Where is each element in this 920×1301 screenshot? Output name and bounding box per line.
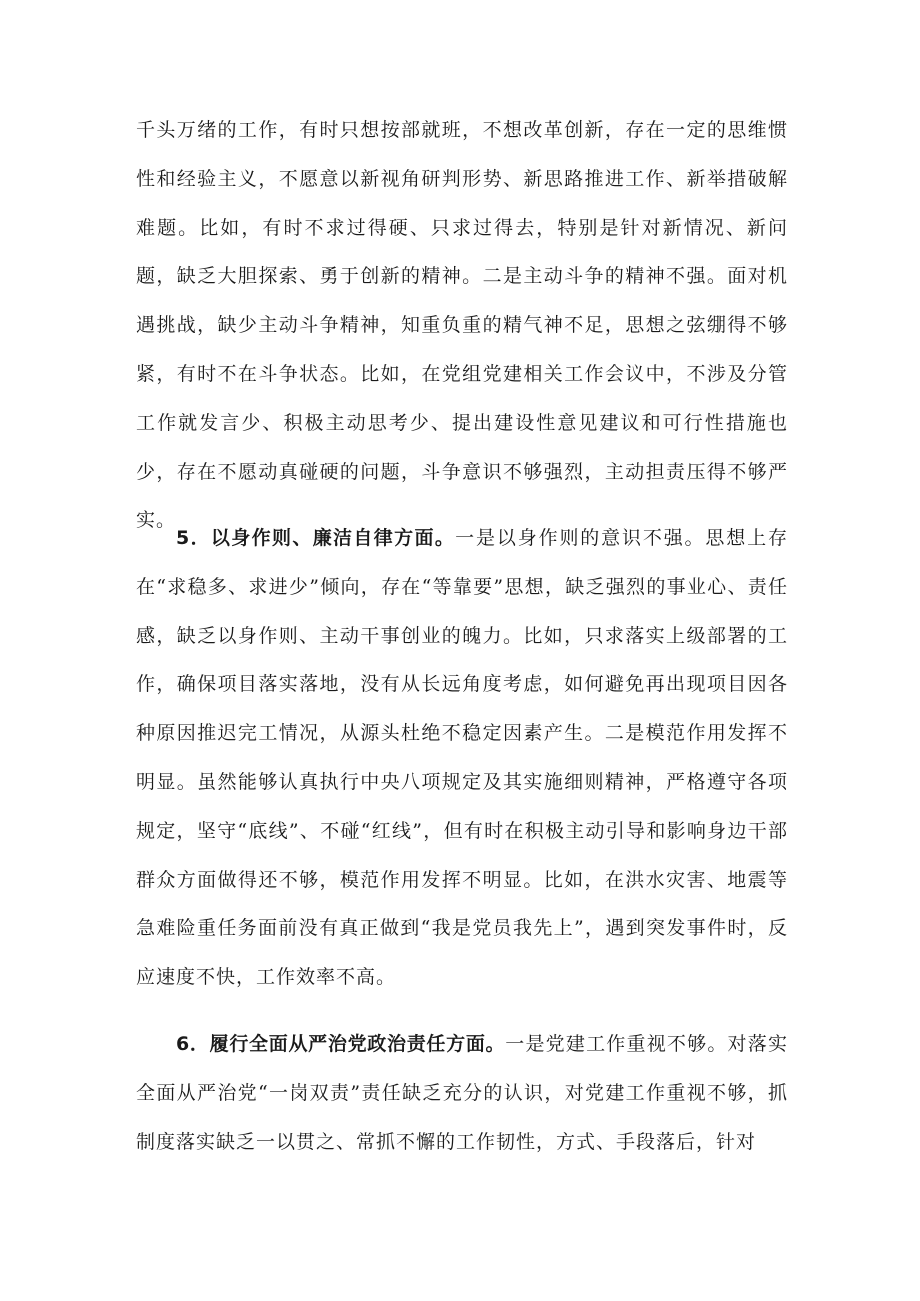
paragraph-body: 一是党建工作重视不够。对落实全面从严治党“一岗双责”责任缺乏充分的认识，对党建工作重视不够，抓制度落实缺乏一以贯之、常抓不懈的工作韧性，方式、手段落后，针对 [136, 1033, 788, 1153]
paragraph-continuation [136, 106, 788, 545]
paragraph-section-6 [136, 1020, 788, 1166]
paragraph-body: 一是以身作则的意识不强。思想上存在“求稳多、求进少”倾向，存在“等靠要”思想，缺乏强烈的事业心、责任感，缺乏以身作则、主动干事创业的魄力。比如，只求落实上级部署的工作，确保项目落实落地，没有从长远角度考虑，如何避免再出现项目因各种原因推迟完工情况，从源头杜绝不稳定因素产生。二是模范作用发挥不明显。虽然能够认真执行中央八项规定及其实施细则精神，严格遵守各项规定，坚守“底线”、不碰“红线”，但有时在积极主动引导和影响身边干部群众方面做得还不够，模范作用发挥不明显。比如，在洪水灾害、地震等急难险重任务面前没有真正做到“我是党员我先上”，遇到突发事件时，反应速度不快，工作效率不高。 [136, 527, 788, 989]
paragraph-section-5 [136, 514, 788, 1002]
paragraph-body: 千头万绪的工作，有时只想按部就班，不想改革创新，存在一定的思维惯性和经验主义，不愿意以新视角研判形势、新思路推进工作、新举措破解难题。比如，有时不求过得硬、只求过得去，特别是针对新情况、新问题，缺乏大胆探索、勇于创新的精神。二是主动斗争的精神不强。面对机遇挑战，缺少主动斗争精神，知重负重的精气神不足，思想之弦绷得不够紧，有时不在斗争状态。比如，在党组党建相关工作会议中，不涉及分管工作就发言少、积极主动思考少、提出建设性意见建议和可行性措施也少，存在不愿动真碰硬的问题，斗争意识不够强烈，主动担责压得不够严实。 [136, 119, 788, 532]
section-heading: 5．以身作则、廉洁自律方面。 [176, 527, 456, 549]
section-heading: 6．履行全面从严治党政治责任方面。 [176, 1033, 506, 1055]
